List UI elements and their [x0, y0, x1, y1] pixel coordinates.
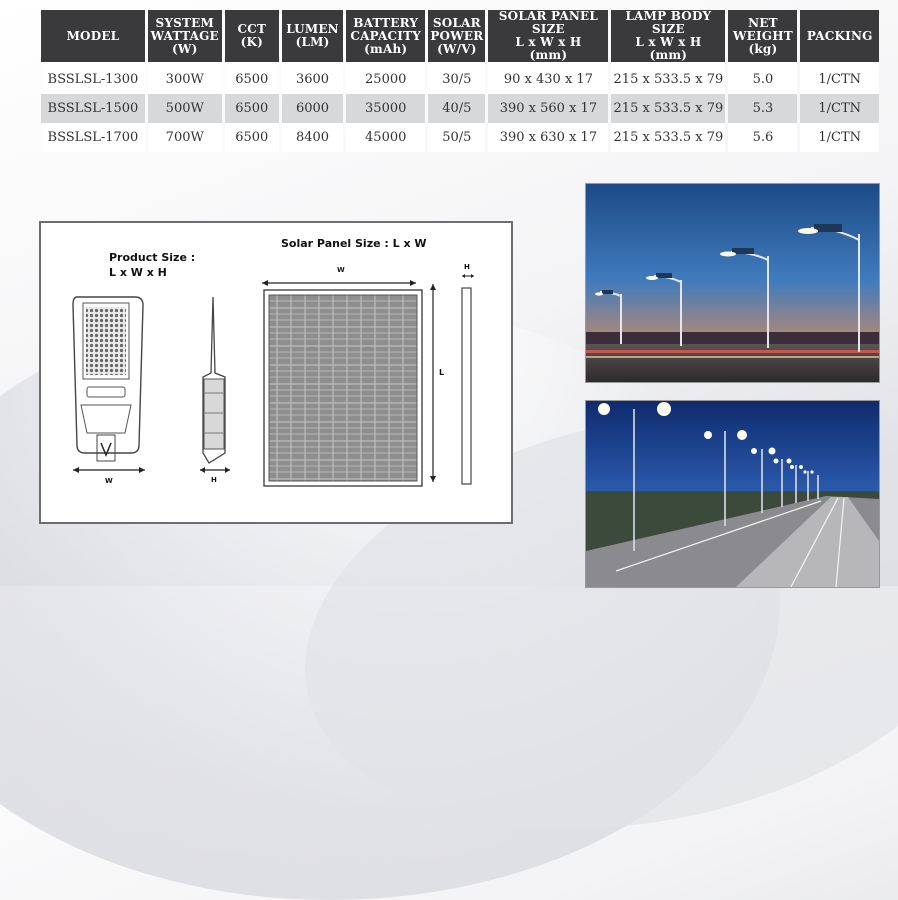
table-cell: 1/CTN	[800, 62, 879, 94]
column-header	[148, 10, 222, 62]
table-cell: 500W	[148, 94, 222, 123]
table-cell: 700W	[148, 123, 222, 152]
column-header-line: WEIGHT	[732, 28, 793, 43]
lamp-height-label: H	[211, 476, 217, 484]
product-size-title: Product Size :	[109, 251, 196, 264]
table-cell: 215 x 533.5 x 79	[611, 62, 725, 94]
table-cell: 50/5	[428, 123, 485, 152]
panel-length-label: L	[439, 368, 445, 377]
table-cell: BSSLSL-1300	[41, 62, 145, 94]
street-light-photo-dusk	[585, 183, 880, 383]
column-header-line: PACKING	[806, 28, 873, 43]
table-cell: 390 x 630 x 17	[488, 123, 608, 152]
column-header-line: (W)	[172, 41, 198, 56]
dimension-drawing-panel	[39, 221, 513, 524]
lamp-front-view	[69, 293, 149, 483]
column-header-line: L x W x H	[515, 35, 582, 49]
column-header	[41, 10, 145, 62]
column-header-line: (W/V)	[437, 41, 477, 56]
table-cell: 6500	[225, 94, 279, 123]
table-header-row	[41, 10, 879, 62]
column-header-line: (K)	[240, 35, 263, 49]
table-cell: 3600	[282, 62, 343, 94]
table-cell: 1/CTN	[800, 94, 879, 123]
table-cell: 215 x 533.5 x 79	[611, 123, 725, 152]
table-row	[41, 62, 879, 94]
column-header-line: SOLAR	[432, 15, 481, 30]
table-cell: 25000	[346, 62, 425, 94]
table-cell: 6000	[282, 94, 343, 123]
column-header-line: SYSTEM	[155, 15, 214, 30]
table-row	[41, 94, 879, 123]
column-header	[428, 10, 485, 62]
column-header-line: (mm)	[649, 48, 688, 62]
spec-table	[38, 10, 882, 152]
lamp-side-view	[191, 293, 241, 473]
table-cell: 5.6	[728, 123, 797, 152]
panel-width-label: W	[337, 266, 345, 274]
column-header-line: MODEL	[66, 28, 120, 43]
table-cell: 5.0	[728, 62, 797, 94]
table-cell: 390 x 560 x 17	[488, 94, 608, 123]
column-header-line: (kg)	[748, 41, 778, 56]
column-header-line: LUMEN	[286, 22, 339, 36]
panel-width-arrow	[259, 277, 419, 289]
column-header	[488, 10, 608, 62]
panel-side-view	[460, 287, 474, 487]
panel-size-title: Solar Panel Size : L x W	[281, 237, 427, 250]
table-cell: 90 x 430 x 17	[488, 62, 608, 94]
table-cell: BSSLSL-1700	[41, 123, 145, 152]
lamp-width-label: W	[105, 477, 113, 485]
column-header-line: (mm)	[529, 48, 568, 62]
table-cell: 35000	[346, 94, 425, 123]
table-row	[41, 123, 879, 152]
column-header-line: BATTERY	[353, 15, 419, 30]
column-header	[225, 10, 279, 62]
column-header-line: POWER	[430, 28, 484, 43]
panel-length-arrow	[427, 281, 439, 485]
panel-thickness-label: H	[464, 263, 470, 271]
column-header	[800, 10, 879, 62]
column-header	[728, 10, 797, 62]
table-cell: 45000	[346, 123, 425, 152]
column-header-line: SOLAR PANEL SIZE	[498, 9, 599, 36]
column-header	[282, 10, 343, 62]
column-header-line: (LM)	[295, 35, 330, 49]
lamp-width-arrow	[69, 463, 149, 477]
table-cell: 6500	[225, 123, 279, 152]
table-cell: 300W	[148, 62, 222, 94]
table-cell: 40/5	[428, 94, 485, 123]
column-header-line: (mAh)	[364, 41, 408, 56]
lamp-height-arrow	[197, 464, 233, 476]
table-cell: 6500	[225, 62, 279, 94]
solar-panel-view	[263, 289, 423, 487]
column-header-line: WATTAGE	[150, 28, 219, 43]
table-cell: 5.3	[728, 94, 797, 123]
column-header	[346, 10, 425, 62]
column-header-line: L x W x H	[635, 35, 702, 49]
panel-thickness-arrow	[461, 272, 475, 280]
street-light-photo-highway	[585, 400, 880, 588]
column-header-line: NET	[748, 15, 778, 30]
column-header	[611, 10, 725, 62]
column-header-line: CAPACITY	[350, 28, 422, 43]
product-size-dims: L x W x H	[109, 266, 167, 279]
table-cell: BSSLSL-1500	[41, 94, 145, 123]
table-cell: 8400	[282, 123, 343, 152]
table-cell: 1/CTN	[800, 123, 879, 152]
table-cell: 30/5	[428, 62, 485, 94]
table-cell: 215 x 533.5 x 79	[611, 94, 725, 123]
column-header-line: LAMP BODY SIZE	[625, 9, 712, 36]
column-header-line: CCT	[237, 22, 267, 36]
